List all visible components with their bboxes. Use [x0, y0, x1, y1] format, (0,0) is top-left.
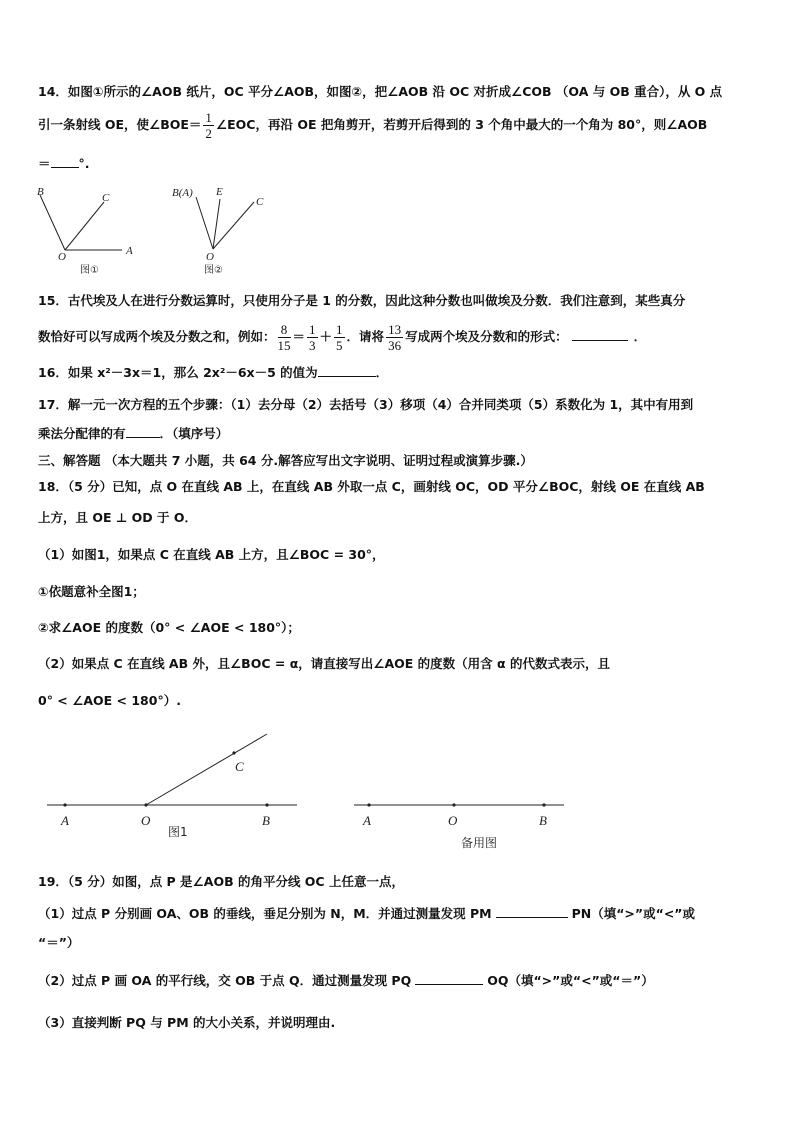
- q14-answer-blank[interactable]: [51, 167, 79, 168]
- backup-caption: 备用图: [461, 836, 498, 850]
- q18-figure-1: [40, 728, 302, 844]
- q16-post: ．: [375, 365, 389, 380]
- q14-line3-post: °.: [78, 156, 90, 171]
- q16-pre: 16．如果 x²－3x＝1，那么 2x²－6x－5 的值为: [38, 365, 318, 380]
- frac-num: 8: [278, 322, 291, 338]
- point-b: [265, 803, 268, 806]
- q14-line3: [38, 155, 90, 173]
- q15-end: ．: [633, 329, 647, 344]
- equals-sign: ＝: [292, 329, 306, 344]
- q15-answer-blank[interactable]: [572, 340, 628, 341]
- point-o: [452, 803, 455, 806]
- label-e: E: [216, 186, 223, 198]
- q17-line2-pre: 乘法分配律的有: [38, 426, 126, 441]
- q18-line2: 上方，且 OE ⊥ OD 于 O．: [38, 510, 197, 525]
- q19-part2-pre: （2）过点 P 画 OA 的平行线，交 OB 于点 Q．通过测量发现 PQ: [38, 973, 412, 988]
- q18-part1: （1）如图1，如果点 C 在直线 AB 上方，且∠BOC = 30°，: [38, 547, 385, 562]
- fig1-caption: 图①: [80, 265, 99, 276]
- point-o: [144, 803, 147, 806]
- q14-line1: 14．如图①所示的∠AOB 纸片，OC 平分∠AOB，如图②，把∠AOB 沿 OC 对折成∠COB （OA 与 OB 重合），从 O 点: [38, 84, 723, 99]
- frac-den: 5: [336, 338, 343, 353]
- q14-figure-2: [168, 183, 278, 279]
- q14-line2: [38, 110, 707, 141]
- frac-den: 36: [388, 338, 402, 353]
- ray-oc: [65, 202, 104, 250]
- label-a: A: [61, 813, 69, 828]
- q16-line: [38, 364, 388, 382]
- label-c: C: [102, 192, 110, 204]
- q15-frac-13-36: [386, 322, 403, 353]
- label-c: C: [256, 196, 264, 208]
- q15-frac-1-3: [307, 322, 318, 353]
- q19-part1-pre: （1）过点 P 分别画 OA、OB 的垂线，垂足分别为 N，M．并通过测量发现 PM: [38, 906, 492, 921]
- fig2-caption: 图②: [204, 265, 223, 276]
- q17-line1: 17．解一元一次方程的五个步骤：（1）去分母（2）去括号（3）移项（4）合并同类项（5）系数化为 1，其中有用到: [38, 397, 694, 412]
- section-3-heading: 三、解答题 （本大题共 7 小题，共 64 分.解答应写出文字说明、证明过程或演算步骤.）: [38, 453, 533, 468]
- q14-line3-pre: ＝: [38, 156, 51, 171]
- q18-part1a: ①依题意补全图1；: [38, 584, 145, 599]
- q14-frac-den: 2: [205, 126, 212, 141]
- q18-part2: （2）如果点 C 在直线 AB 外，且∠BOC = α，请直接写出∠AOE 的度数（用含 α 的代数式表示，且: [38, 656, 610, 671]
- frac-num: 1: [309, 322, 316, 337]
- q18-line1: 18．（5 分）已知，点 O 在直线 AB 上，在直线 AB 外取一点 C，画射线 OC，OD 平分∠BOC，射线 OE 在直线 AB: [38, 479, 705, 494]
- q19-part1-cont: “＝”）: [38, 935, 80, 950]
- ray-oc: [213, 202, 254, 249]
- q15-mid-text: ．请将: [346, 329, 385, 344]
- q15-line2-post: 写成两个埃及分数和的形式：: [405, 329, 568, 344]
- point-a: [367, 803, 370, 806]
- frac-den: 3: [309, 338, 316, 353]
- q19-part2-blank[interactable]: [415, 984, 483, 985]
- q19-line1: 19．（5 分）如图，点 P 是∠AOB 的角平分线 OC 上任意一点，: [38, 874, 404, 889]
- frac-num: 1: [336, 322, 343, 337]
- label-c: C: [235, 759, 244, 774]
- q14-fraction: [203, 110, 214, 141]
- label-o: O: [141, 813, 151, 828]
- label-a: A: [126, 245, 133, 257]
- q15-line2-pre: 数恰好可以写成两个埃及分数之和，例如：: [38, 329, 276, 344]
- q17-line2-post: ．（填序号）: [159, 426, 229, 441]
- ray-ob: [40, 195, 65, 250]
- q16-answer-blank[interactable]: [318, 376, 376, 377]
- q19-part1-post: PN（填“>”或“<”或: [571, 906, 696, 921]
- q15-line2: [38, 322, 646, 353]
- label-o: O: [206, 251, 214, 263]
- point-a: [63, 803, 66, 806]
- label-o: O: [448, 813, 458, 828]
- point-b: [542, 803, 545, 806]
- q14-line2-post: ∠EOC，再沿 OE 把角剪开，若剪开后得到的 3 个角中最大的一个角为 80°，则∠AOB: [215, 117, 708, 132]
- q14-figure-1: [34, 183, 144, 279]
- q19-part2: [38, 972, 654, 990]
- q15-line1: 15．古代埃及人在进行分数运算时，只使用分子是 1 的分数，因此这种分数也叫做埃及分数．我们注意到，某些真分: [38, 293, 686, 308]
- q14-frac-num: 1: [205, 110, 212, 125]
- label-o: O: [58, 251, 66, 263]
- q19-part1: [38, 905, 695, 923]
- q14-line2-pre: 引一条射线 OE，使∠BOE＝: [38, 117, 202, 132]
- label-a: A: [363, 813, 371, 828]
- frac-den: 15: [277, 338, 291, 353]
- frac-num: 13: [388, 322, 402, 337]
- label-ba: B(A): [172, 187, 193, 199]
- label-b: B: [37, 186, 44, 198]
- q15-frac-1-5: [334, 322, 345, 353]
- point-c: [232, 751, 235, 754]
- q18-part2b: 0° < ∠AOE < 180°）.: [38, 693, 181, 708]
- q17-answer-blank[interactable]: [126, 437, 160, 438]
- ray-ob-a: [196, 197, 213, 249]
- label-b: B: [539, 813, 547, 828]
- q18-backup-figure: [350, 728, 570, 854]
- q18-part1b: ②求∠AOE 的度数（0° < ∠AOE < 180°）；: [38, 620, 300, 635]
- q17-line2: [38, 425, 228, 443]
- label-b: B: [262, 813, 270, 828]
- plus-sign: ＋: [319, 329, 333, 344]
- q19-part1-blank[interactable]: [496, 917, 568, 918]
- q15-frac-8-15: [278, 322, 291, 353]
- q19-part3: （3）直接判断 PQ 与 PM 的大小关系，并说明理由.: [38, 1015, 336, 1030]
- fig1-caption: 图1: [168, 825, 188, 839]
- ray-oc: [146, 734, 267, 805]
- q19-part2-post: OQ（填“>”或“<”或“＝”）: [487, 973, 654, 988]
